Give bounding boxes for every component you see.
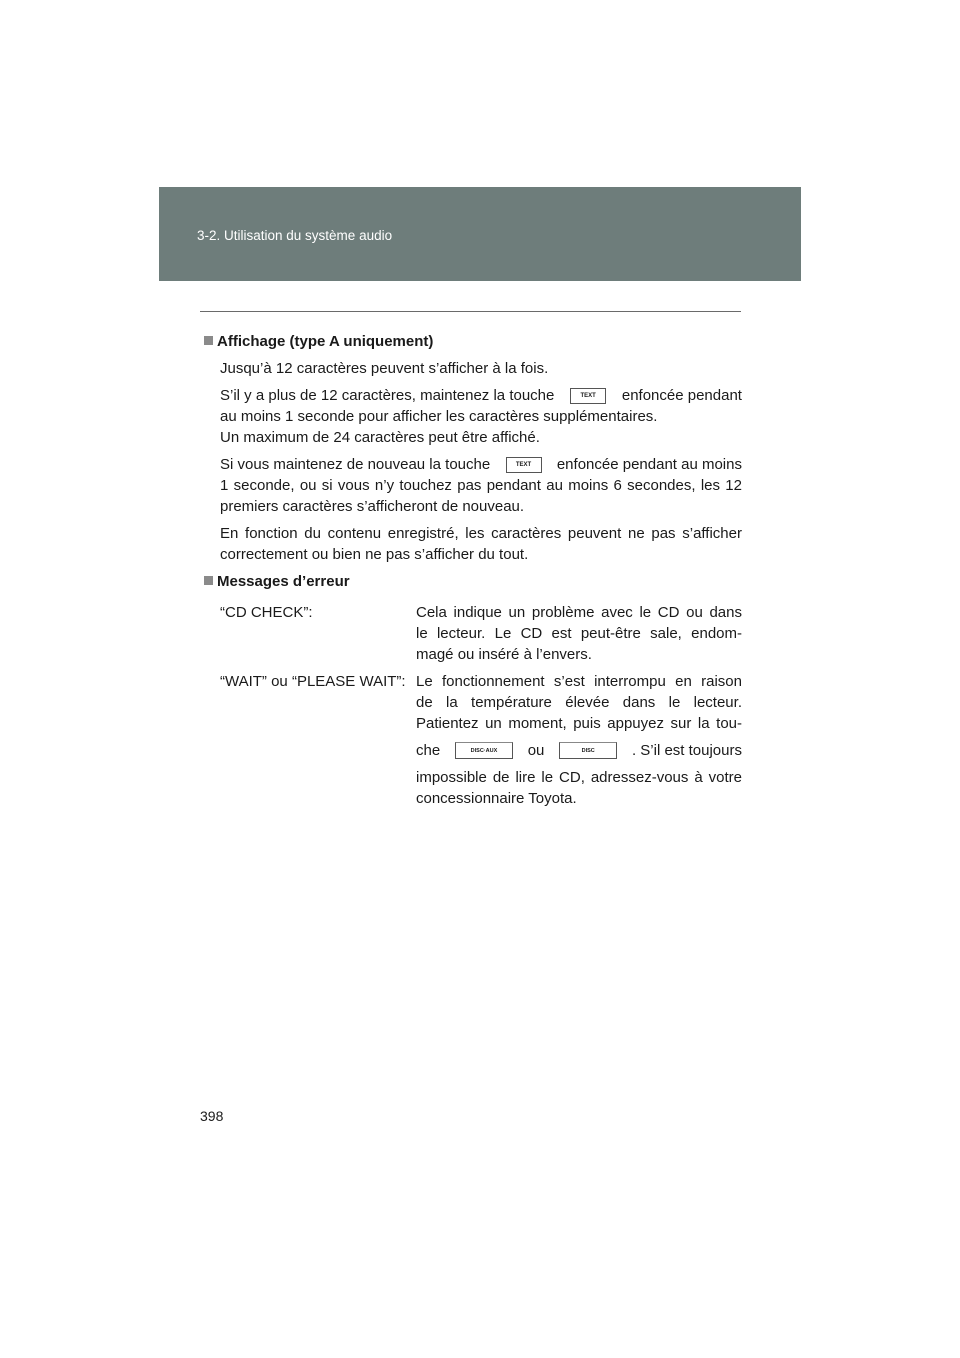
error-label: “CD CHECK”: bbox=[220, 604, 313, 621]
errors-heading: Messages d’erreur bbox=[204, 571, 742, 592]
error-description: Cela indique un problème avec le CD ou dans le lecteur. Le CD est peut-être sale, endom- magé ou inséré à l’envers. bbox=[416, 604, 742, 663]
text-button-icon: TEXT bbox=[570, 388, 606, 404]
square-bullet-icon bbox=[204, 336, 213, 345]
display-paragraph-2: S’il y a plus de 12 caractères, maintenez la touche TEXT enfoncée pendant au moins 1 seconde pour afficher les caractères supplémentaires. Un maximum de 24 caractères peut être affiché. bbox=[220, 387, 742, 446]
display-heading: Affichage (type A uniquement) bbox=[204, 331, 742, 352]
page-content bbox=[204, 331, 742, 815]
section-header-band bbox=[159, 187, 801, 281]
display-paragraph-1: Jusqu’à 12 caractères peuvent s’afficher à la fois. bbox=[220, 360, 549, 377]
square-bullet-icon bbox=[204, 576, 213, 585]
error-wait bbox=[220, 671, 742, 809]
disc-aux-button-icon: DISC·AUX bbox=[455, 742, 513, 759]
error-description: Le fonctionnement s’est interrompu en raison de la température élevée dans le lecteur. Patientez un moment, puis appuyez sur la tou- che DISC·AUX ou DISC . S’il est toujours impossible de lire le CD, adressez-vous à votre concessionnaire Toyota. bbox=[416, 673, 742, 807]
disc-button-icon: DISC bbox=[559, 742, 617, 759]
error-label: “WAIT” ou “PLEASE WAIT”: bbox=[220, 673, 406, 690]
section-title: 3-2. Utilisation du système audio bbox=[197, 228, 393, 243]
text-button-icon: TEXT bbox=[506, 457, 542, 473]
display-paragraph-3: Si vous maintenez de nouveau la touche TEXT enfoncée pendant au moins 1 seconde, ou si vous n’y touchez pas pendant au moins 6 secondes, les 12 premiers caractères s’afficheront de nouveau. bbox=[220, 456, 742, 515]
error-cd-check bbox=[220, 602, 742, 665]
display-paragraph-4: En fonction du contenu enregistré, les caractères peuvent ne pas s’afficher correctement ou bien ne pas s’afficher du tout. bbox=[220, 525, 742, 563]
header-divider bbox=[200, 311, 741, 312]
page-number: 398 bbox=[200, 1108, 224, 1124]
